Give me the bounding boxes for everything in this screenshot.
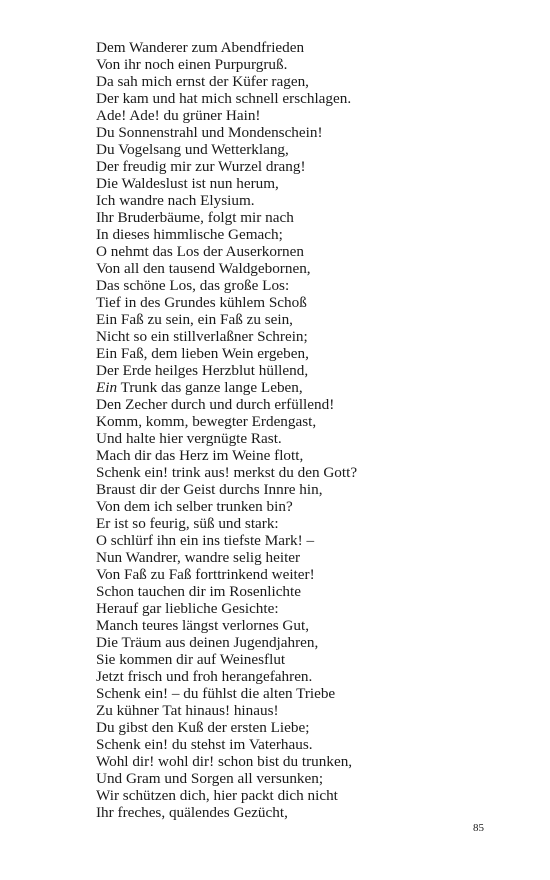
poem-line: Herauf gar liebliche Gesichte:: [96, 600, 279, 617]
poem-line: Braust dir der Geist durchs Innre hin,: [96, 481, 323, 498]
poem-line: Schenk ein! trink aus! merkst du den Gott?: [96, 464, 358, 481]
poem-line: Schon tauchen dir im Rosenlichte: [96, 583, 301, 600]
poem-line: Ade! Ade! du grüner Hain!: [96, 107, 261, 124]
poem-line: Manch teures längst verlornes Gut,: [96, 617, 309, 634]
poem-line-emphasis: Ein: [96, 379, 118, 396]
poem-line: Und halte hier vergnügte Rast.: [96, 430, 282, 447]
poem-line: O schlürf ihn ein ins tiefste Mark! –: [96, 532, 315, 549]
poem-line: Die Waldeslust ist nun herum,: [96, 175, 279, 192]
poem-line: Du gibst den Kuß der ersten Liebe;: [96, 719, 310, 736]
poem-line: Dem Wanderer zum Abendfrieden: [96, 39, 305, 56]
poem-line: Jetzt frisch und froh herangefahren.: [96, 668, 313, 685]
poem-line: Das schöne Los, das große Los:: [96, 277, 290, 294]
poem-line: Ein Faß zu sein, ein Faß zu sein,: [96, 311, 293, 328]
poem-line: Schenk ein! du stehst im Vaterhaus.: [96, 736, 313, 753]
poem-line: Nicht so ein stillverlaßner Schrein;: [96, 328, 308, 345]
poem-line: Zu kühner Tat hinaus! hinaus!: [96, 702, 279, 719]
poem-line: Da sah mich ernst der Küfer ragen,: [96, 73, 309, 90]
poem-line: Der freudig mir zur Wurzel drang!: [96, 158, 306, 175]
poem-line: Und Gram und Sorgen all versunken;: [96, 770, 324, 787]
poem-line: Ich wandre nach Elysium.: [96, 192, 255, 209]
poem-line: Von dem ich selber trunken bin?: [96, 498, 293, 515]
poem-line: Sie kommen dir auf Weinesflut: [96, 651, 286, 668]
poem-line: Ein Faß, dem lieben Wein ergeben,: [96, 345, 309, 362]
poem-line: Er ist so feurig, süß und stark:: [96, 515, 279, 532]
poem-line: Die Träum aus deinen Jugendjahren,: [96, 634, 319, 651]
poem-line-rest: Trunk das ganze lange Leben,: [117, 379, 303, 396]
poem-text: [96, 39, 516, 821]
poem-line: Wir schützen dich, hier packt dich nicht: [96, 787, 338, 804]
poem-line: Du Sonnenstrahl und Mondenschein!: [96, 124, 323, 141]
poem-line: Nun Wandrer, wandre selig heiter: [96, 549, 301, 566]
poem-line: Von ihr noch einen Purpurgruß.: [96, 56, 288, 73]
page-number: 85: [473, 822, 484, 834]
poem-line: Von all den tausend Waldgebornen,: [96, 260, 311, 277]
poem-line: Der kam und hat mich schnell erschlagen.: [96, 90, 352, 107]
poem-line: O nehmt das Los der Auserkornen: [96, 243, 304, 260]
poem-line: In dieses himmlische Gemach;: [96, 226, 283, 243]
poem-line: Der Erde heilges Herzblut hüllend,: [96, 362, 309, 379]
poem-line: Ihr freches, quälendes Gezücht,: [96, 804, 288, 821]
poem-line: [96, 379, 516, 396]
poem-line: Mach dir das Herz im Weine flott,: [96, 447, 304, 464]
poem-line: Tief in des Grundes kühlem Schoß: [96, 294, 307, 311]
poem-line: Wohl dir! wohl dir! schon bist du trunken,: [96, 753, 353, 770]
poem-line: Den Zecher durch und durch erfüllend!: [96, 396, 335, 413]
poem-line: Schenk ein! – du fühlst die alten Triebe: [96, 685, 336, 702]
poem-line: Von Faß zu Faß forttrinkend weiter!: [96, 566, 315, 583]
poem-line: Komm, komm, bewegter Erdengast,: [96, 413, 317, 430]
poem-line: Ihr Bruderbäume, folgt mir nach: [96, 209, 294, 226]
poem-line: Du Vogelsang und Wetterklang,: [96, 141, 289, 158]
